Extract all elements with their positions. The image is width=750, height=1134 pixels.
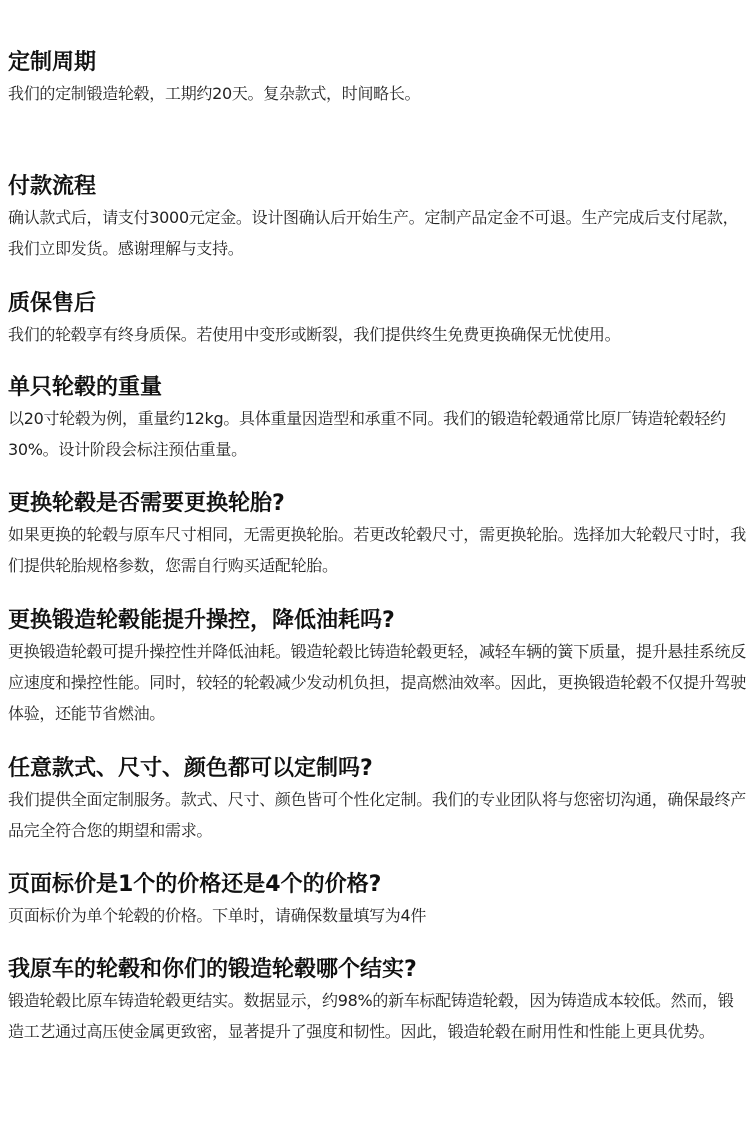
faq-item-price-unit: [8, 870, 748, 931]
faq-question: 付款流程: [8, 174, 97, 199]
faq-item-warranty: [8, 289, 748, 350]
faq-question: 更换锻造轮毂能提升操控，降低油耗吗?: [8, 608, 395, 633]
faq-question: 质保售后: [8, 291, 97, 316]
faq-answer: 确认款式后，请支付3000元定金。设计图确认后开始生产。定制产品定金不可退。生产完成后支付尾款，我们立即发货。感谢理解与支持。: [8, 208, 739, 258]
faq-answer: 锻造轮毂比原车铸造轮毂更结实。数据显示，约98%的新车标配铸造轮毂，因为铸造成本较低。然而，锻造工艺通过高压使金属更致密，显著提升了强度和韧性。因此，锻造轮毂在耐用性和性能上更具优势。: [8, 991, 734, 1041]
faq-question: 更换轮毂是否需要更换轮胎?: [8, 491, 285, 516]
faq-question: 任意款式、尺寸、颜色都可以定制吗?: [8, 756, 373, 781]
faq-item-tire-change: [8, 489, 748, 581]
faq-item-strength: [8, 955, 748, 1047]
faq-answer: 如果更换的轮毂与原车尺寸相同，无需更换轮胎。若更改轮毂尺寸，需更换轮胎。选择加大轮毂尺寸时，我们提供轮胎规格参数，您需自行购买适配轮胎。: [8, 525, 746, 575]
faq-question: 我原车的轮毂和你们的锻造轮毂哪个结实?: [8, 957, 417, 982]
faq-item-handling-fuel: [8, 606, 748, 729]
faq-question: 定制周期: [8, 50, 97, 75]
faq-answer: 我们的轮毂享有终身质保。若使用中变形或断裂，我们提供终生免费更换确保无忧使用。: [8, 325, 621, 344]
faq-item-payment-process: [8, 172, 748, 264]
faq-answer: 我们的定制锻造轮毂，工期约20天。复杂款式，时间略长。: [8, 84, 421, 103]
faq-item-custom-period: [8, 48, 748, 109]
faq-item-wheel-weight: [8, 373, 748, 465]
faq-question: 页面标价是1个的价格还是4个的价格?: [8, 872, 382, 897]
faq-question: 单只轮毂的重量: [8, 375, 163, 400]
faq-answer: 我们提供全面定制服务。款式、尺寸、颜色皆可个性化定制。我们的专业团队将与您密切沟通，确保最终产品完全符合您的期望和需求。: [8, 790, 746, 840]
faq-answer: 页面标价为单个轮毂的价格。下单时，请确保数量填写为4件: [8, 906, 427, 925]
faq-answer: 更换锻造轮毂可提升操控性并降低油耗。锻造轮毂比铸造轮毂更轻，减轻车辆的簧下质量，提升悬挂系统反应速度和操控性能。同时，较轻的轮毂减少发动机负担，提高燃油效率。因此，更换锻造轮毂不仅提升驾驶体验，还能节省燃油。: [8, 642, 746, 723]
faq-item-customization: [8, 754, 748, 846]
faq-answer: 以20寸轮毂为例，重量约12kg。具体重量因造型和承重不同。我们的锻造轮毂通常比原厂铸造轮毂轻约30%。设计阶段会标注预估重量。: [8, 409, 726, 459]
